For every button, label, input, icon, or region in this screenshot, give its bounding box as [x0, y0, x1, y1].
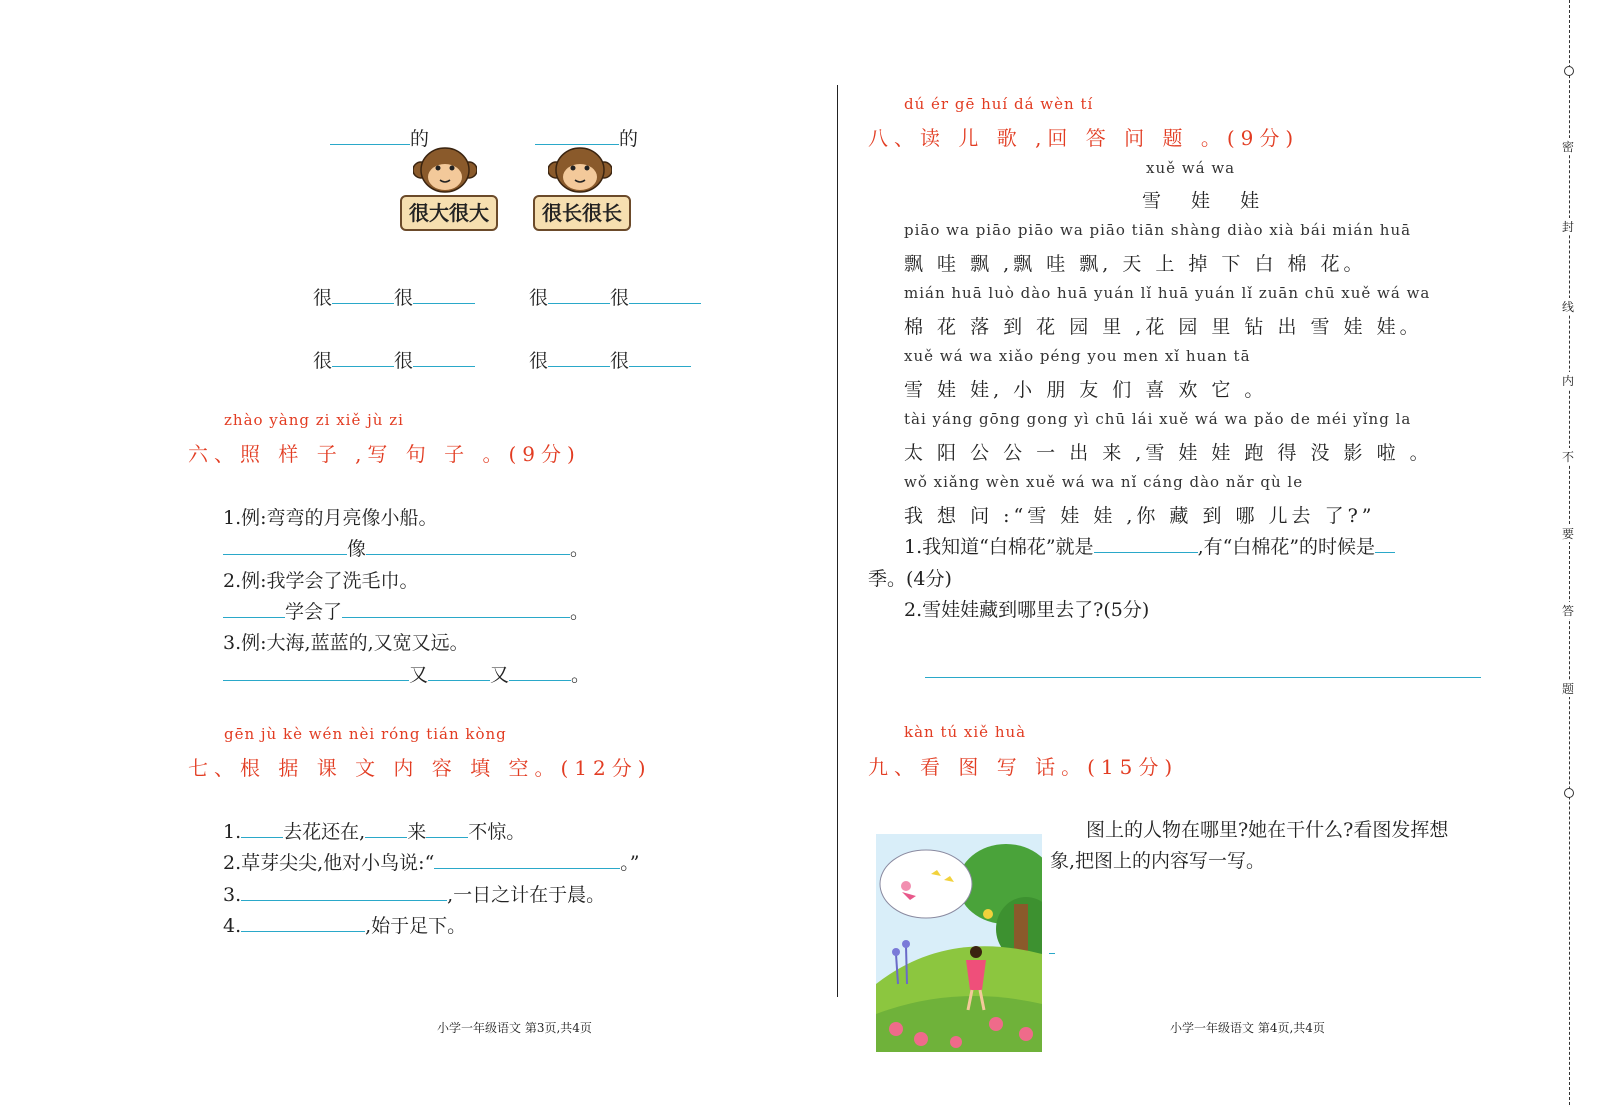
sec6-title: 六、照 样 子 ,写 句 子 。(9分): [188, 442, 581, 466]
binding-char: 不: [1561, 450, 1574, 464]
sec6-q1: 1.例:弯弯的月亮像小船。: [223, 507, 438, 529]
sec8-q1-tail: 季。(4分): [868, 568, 952, 590]
poem-line-4-pinyin: tài yáng gōng gong yì chū lái xuě wá wa pǎo de méi yǐng la: [904, 410, 1412, 428]
binding-char: 线: [1561, 300, 1574, 314]
sec8-q2-answer-line[interactable]: [925, 677, 1481, 678]
binding-char: 要: [1561, 527, 1574, 541]
sec7-item-4[interactable]: 4. ,始于足下。: [223, 915, 467, 937]
sec6-pinyin: zhào yàng zi xiě jù zi: [224, 411, 404, 429]
sec9-text-2: 象,把图上的内容写一写。: [1050, 850, 1266, 872]
sec8-pinyin: dú ér gē huí dá wèn tí: [904, 95, 1094, 113]
binding-hole-icon: [1564, 788, 1574, 798]
poem-line-2-pinyin: mián huā luò dào huā yuán lǐ huā yuán lǐ zuān chū xuě wá wa: [904, 284, 1431, 302]
binding-char: 内: [1561, 374, 1574, 388]
poem-line-3: 雪 娃 娃, 小 朋 友 们 喜 欢 它 。: [904, 379, 1268, 401]
binding-char: 封: [1561, 220, 1574, 234]
girl-meadow-illustration: [876, 834, 1042, 1052]
sec9-answer-mark[interactable]: [1049, 953, 1055, 954]
sec8-q1[interactable]: 1.我知道“白棉花”就是 ,有“白棉花”的时候是: [904, 532, 1395, 559]
sec7-item-1[interactable]: 1. 去花还在, 来 不惊。: [223, 821, 526, 843]
poem-line-1: 飘 哇 飘 ,飘 哇 飘, 天 上 掉 下 白 棉 花。: [904, 253, 1367, 275]
sec6-a2[interactable]: 学会了 。: [223, 597, 589, 624]
sec6-q2: 2.例:我学会了洗毛巾。: [223, 570, 419, 592]
sign-long: 很长很长: [533, 195, 631, 231]
binding-dashed-line: [1569, 0, 1571, 1105]
hen-row-2b[interactable]: 很 很: [529, 346, 691, 373]
poem-line-5-pinyin: wǒ xiǎng wèn xuě wá wa nǐ cáng dào nǎr qù le: [904, 473, 1304, 491]
label-de-1: 的: [410, 128, 430, 150]
poem-line-3-pinyin: xuě wá wa xiǎo péng you men xǐ huan tā: [904, 347, 1251, 365]
page-divider: [837, 85, 838, 997]
sign-big: 很大很大: [400, 195, 498, 231]
poem-line-4: 太 阳 公 公 一 出 来 ,雪 娃 娃 跑 得 没 影 啦 。: [904, 442, 1433, 464]
sec7-pinyin: gēn jù kè wén nèi róng tián kòng: [224, 725, 507, 743]
sec6-a3[interactable]: 又 又 。: [223, 660, 590, 687]
poem-title-pinyin: xuě wá wa: [1146, 159, 1236, 177]
sec9-text-1: 图上的人物在哪里?她在干什么?看图发挥想: [1086, 819, 1449, 841]
poem-line-2: 棉 花 落 到 花 园 里 ,花 园 里 钻 出 雪 娃 娃。: [904, 316, 1423, 338]
footer-right: 小学一年级语文 第4页,共4页: [1170, 1021, 1325, 1035]
binding-char: 密: [1561, 140, 1574, 154]
binding-margin: [1561, 0, 1598, 1105]
monkey-icon: [413, 146, 477, 198]
sec7-item-2[interactable]: 2.草芽尖尖,他对小鸟说:“ 。”: [223, 852, 640, 874]
binding-hole-icon: [1564, 66, 1574, 76]
binding-char: 答: [1561, 604, 1574, 618]
sec9-pinyin: kàn tú xiě huà: [904, 723, 1027, 741]
hen-row-1b[interactable]: 很 很: [529, 283, 701, 310]
hen-row-2a[interactable]: 很 很: [313, 346, 475, 373]
poem-line-5: 我 想 问 :“雪 娃 娃 ,你 藏 到 哪 儿去 了?”: [904, 505, 1376, 527]
sec9-title: 九、看 图 写 话。(15分): [868, 755, 1179, 779]
monkey-icon: [548, 146, 612, 198]
label-de-2: 的: [619, 128, 639, 150]
footer-left: 小学一年级语文 第3页,共4页: [437, 1021, 592, 1035]
hen-row-1a[interactable]: 很 很: [313, 283, 475, 310]
sec7-title: 七、根 据 课 文 内 容 填 空。(12分): [188, 756, 652, 780]
sec8-q2: 2.雪娃娃藏到哪里去了?(5分): [904, 599, 1150, 621]
sec6-q3: 3.例:大海,蓝蓝的,又宽又远。: [223, 632, 469, 654]
poem-line-1-pinyin: piāo wa piāo piāo wa piāo tiān shàng diào xià bái mián huā: [904, 221, 1412, 239]
poem-title: 雪 娃 娃: [1142, 190, 1272, 212]
sec8-title: 八、读 儿 歌 ,回 答 问 题 。(9分): [868, 126, 1300, 150]
sec7-item-3[interactable]: 3. ,一日之计在于晨。: [223, 884, 606, 906]
sec6-a1[interactable]: 像 。: [223, 534, 589, 561]
binding-char: 题: [1561, 682, 1574, 696]
